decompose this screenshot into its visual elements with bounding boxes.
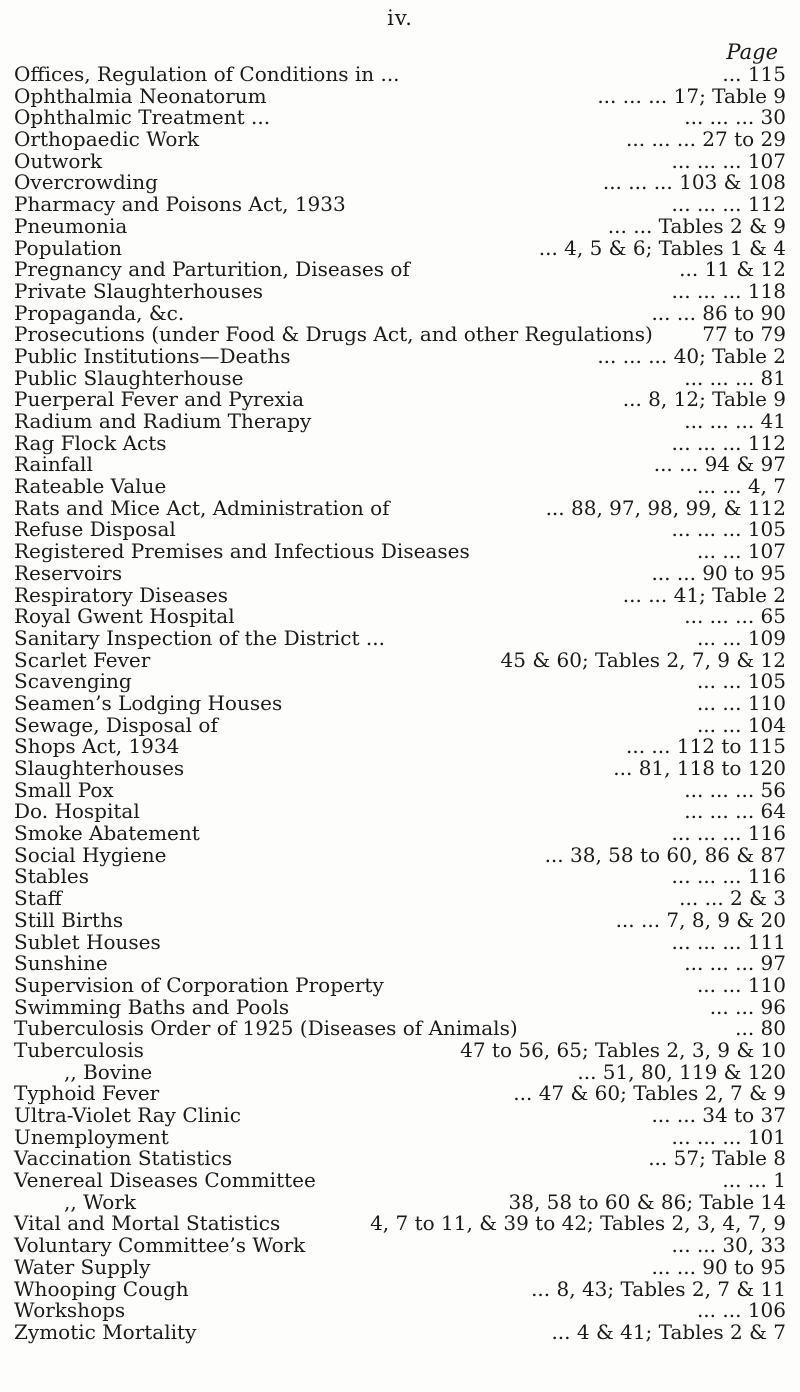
entry-page-ref: ... 4 & 41; Tables 2 & 7 bbox=[551, 1319, 786, 1344]
entry-page-ref: ... ... ... 116 bbox=[671, 821, 786, 846]
entry-label: Pregnancy and Parturition, Diseases of bbox=[14, 257, 410, 282]
entry-page-ref: ... 57; Table 8 bbox=[648, 1146, 786, 1171]
entry-page-ref: 45 & 60; Tables 2, 7, 9 & 12 bbox=[500, 647, 786, 672]
index-entry bbox=[14, 972, 786, 997]
entry-page-ref: ... ... ... 105 bbox=[671, 517, 786, 542]
index-entry bbox=[14, 454, 786, 476]
entry-label: Voluntary Committee’s Work bbox=[14, 1233, 306, 1258]
entry-page-ref: ... ... ... 27 to 29 bbox=[626, 127, 786, 152]
entry-page-ref: ... 11 & 12 bbox=[679, 257, 786, 282]
entry-page-ref: ... ... ... 81 bbox=[684, 365, 786, 390]
entry-label: Supervision of Corporation Property bbox=[14, 972, 384, 997]
index-entry bbox=[14, 842, 786, 867]
entry-page-ref: ... 4, 5 & 6; Tables 1 & 4 bbox=[538, 235, 786, 260]
entry-page-ref: ... ... ... 112 bbox=[671, 192, 786, 217]
entry-page-ref: ... ... ... 41 bbox=[684, 409, 786, 433]
entry-page-ref: ... ... 105 bbox=[696, 669, 786, 694]
entry-label: Scavenging bbox=[14, 669, 132, 694]
index-entry bbox=[14, 495, 786, 520]
index-entry bbox=[14, 476, 786, 498]
entry-label: Shops Act, 1934 bbox=[14, 734, 180, 759]
entry-page-ref: ... ... 104 bbox=[696, 712, 786, 737]
entry-label: Sublet Houses bbox=[14, 929, 161, 954]
entry-page-ref: 4, 7 to 11, & 39 to 42; Tables 2, 3, 4, 7, 9 bbox=[370, 1211, 786, 1236]
entry-page-ref: ... ... 1 bbox=[722, 1168, 786, 1193]
entry-label: Refuse Disposal bbox=[14, 517, 176, 542]
index-entry bbox=[14, 1105, 786, 1127]
entry-page-ref: ... ... 107 bbox=[696, 539, 786, 564]
entry-label: Venereal Diseases Committee bbox=[14, 1168, 316, 1193]
entry-label: Rats and Mice Act, Administration of bbox=[14, 495, 390, 520]
index-entry bbox=[14, 647, 786, 672]
entry-label: Tuberculosis bbox=[14, 1037, 144, 1062]
entry-page-ref: ... ... 94 & 97 bbox=[653, 452, 786, 477]
entry-label: Registered Premises and Infectious Diseases bbox=[14, 539, 470, 564]
entry-page-ref: ... ... 90 to 95 bbox=[651, 1254, 786, 1279]
entry-label: Pneumonia bbox=[14, 213, 128, 238]
index-entry bbox=[14, 129, 786, 151]
entry-label: Swimming Baths and Pools bbox=[14, 994, 290, 1019]
index-entry bbox=[14, 235, 786, 260]
index-entry bbox=[14, 736, 786, 758]
index-entry bbox=[14, 1235, 786, 1257]
entry-label: Prosecutions (under Food & Drugs Act, and other Regulations) bbox=[14, 322, 653, 347]
entry-page-ref: ... ... 110 bbox=[696, 690, 786, 715]
index-entry bbox=[14, 866, 786, 888]
index-entry bbox=[14, 107, 786, 129]
entry-label: Small Pox bbox=[14, 777, 114, 802]
index-entry bbox=[14, 300, 786, 325]
entry-label: ,, Bovine bbox=[64, 1059, 153, 1084]
entry-label: Unemployment bbox=[14, 1124, 169, 1149]
entry-page-ref: ... ... ... 56 bbox=[684, 777, 786, 802]
entry-label: Respiratory Diseases bbox=[14, 582, 228, 607]
entry-page-ref: ... ... ... 112 bbox=[671, 430, 786, 455]
entry-label: Overcrowding bbox=[14, 170, 158, 195]
entry-label: Seamen’s Lodging Houses bbox=[14, 690, 283, 715]
entry-page-ref: ... ... 109 bbox=[696, 625, 786, 650]
index-entry bbox=[14, 1170, 786, 1192]
index-entry bbox=[14, 1276, 786, 1301]
entry-page-ref: ... 81, 118 to 120 bbox=[613, 756, 786, 780]
entry-page-ref: ... ... ... 64 bbox=[684, 799, 786, 824]
index-entry bbox=[14, 278, 786, 303]
page-number: iv. bbox=[387, 6, 413, 30]
entry-label: Ophthalmic Treatment ... bbox=[14, 105, 271, 130]
entry-page-ref: ... ... ... 101 bbox=[671, 1124, 786, 1149]
entry-page-ref: ... ... 96 bbox=[709, 994, 786, 1019]
index-entry bbox=[14, 411, 786, 433]
entry-label: Offices, Regulation of Conditions in ... bbox=[14, 62, 400, 86]
entry-label: Still Births bbox=[14, 907, 124, 932]
index-entry bbox=[14, 560, 786, 585]
entry-label: Typhoid Fever bbox=[14, 1081, 160, 1106]
index-entry bbox=[14, 606, 786, 628]
entry-label: Sunshine bbox=[14, 951, 108, 976]
entry-label: Smoke Abatement bbox=[14, 821, 200, 846]
index-entry bbox=[14, 365, 786, 390]
index-entry bbox=[14, 690, 786, 715]
index-entry bbox=[14, 343, 786, 368]
index-entry bbox=[14, 758, 786, 780]
index-entry bbox=[14, 430, 786, 455]
index-entry bbox=[14, 1059, 786, 1084]
index-entry bbox=[14, 671, 786, 693]
entry-label: Public Slaughterhouse bbox=[14, 365, 244, 390]
index-entry bbox=[14, 324, 786, 346]
index-entry bbox=[14, 625, 786, 650]
entry-page-ref: ... ... ... 116 bbox=[671, 864, 786, 889]
entry-page-ref: ... 8, 43; Tables 2, 7 & 11 bbox=[531, 1276, 786, 1301]
index-entries bbox=[14, 64, 786, 1344]
entry-page-ref: ... ... 41; Table 2 bbox=[622, 582, 786, 607]
index-entry bbox=[14, 888, 786, 910]
entry-label: Zymotic Mortality bbox=[14, 1319, 197, 1344]
entry-page-ref: ... 8, 12; Table 9 bbox=[622, 387, 786, 412]
index-entry bbox=[14, 259, 786, 281]
entry-page-ref: ... ... ... 30 bbox=[684, 105, 786, 130]
index-entry bbox=[14, 907, 786, 932]
entry-label: Ultra-Violet Ray Clinic bbox=[14, 1103, 241, 1127]
entry-label: Whooping Cough bbox=[14, 1276, 189, 1301]
entry-page-ref: ... ... 34 to 37 bbox=[651, 1103, 786, 1127]
entry-page-ref: ... ... ... 97 bbox=[684, 951, 786, 976]
entry-label: Social Hygiene bbox=[14, 842, 167, 867]
index-entry bbox=[14, 1300, 786, 1322]
entry-label: Stables bbox=[14, 864, 89, 889]
index-entry bbox=[14, 712, 786, 737]
entry-label: Population bbox=[14, 235, 123, 260]
entry-label: Rainfall bbox=[14, 452, 93, 477]
index-entry bbox=[14, 582, 786, 607]
page-column-header: Page bbox=[726, 40, 778, 64]
entry-label: Outwork bbox=[14, 148, 103, 173]
entry-label: Vital and Mortal Statistics bbox=[14, 1211, 281, 1236]
index-entry bbox=[14, 1037, 786, 1062]
index-entry bbox=[14, 64, 786, 86]
entry-page-ref: ... ... 2 & 3 bbox=[679, 886, 786, 911]
entry-label: Rag Flock Acts bbox=[14, 430, 167, 455]
entry-label: Workshops bbox=[14, 1298, 126, 1323]
index-entry bbox=[14, 801, 786, 823]
index-entry bbox=[14, 929, 786, 954]
index-entry bbox=[14, 823, 786, 845]
entry-page-ref: ... ... ... 107 bbox=[671, 148, 786, 173]
entry-page-ref: ... 88, 97, 98, 99, & 112 bbox=[545, 495, 786, 520]
entry-page-ref: 38, 58 to 60 & 86; Table 14 bbox=[508, 1189, 786, 1214]
index-entry bbox=[14, 1018, 786, 1040]
index-entry bbox=[14, 213, 786, 238]
index-entry bbox=[14, 1254, 786, 1279]
entry-label: Sewage, Disposal of bbox=[14, 712, 218, 737]
entry-page-ref: ... ... 30, 33 bbox=[671, 1233, 786, 1258]
entry-page-ref: ... ... 7, 8, 9 & 20 bbox=[615, 907, 786, 932]
index-entry bbox=[14, 148, 786, 173]
entry-page-ref: 77 to 79 bbox=[702, 322, 786, 347]
entry-label: Rateable Value bbox=[14, 474, 167, 499]
entry-label: Ophthalmia Neonatorum bbox=[14, 83, 267, 108]
entry-page-ref: 47 to 56, 65; Tables 2, 3, 9 & 10 bbox=[460, 1037, 786, 1062]
index-entry bbox=[14, 194, 786, 216]
entry-page-ref: ... ... Tables 2 & 9 bbox=[607, 213, 786, 238]
index-entry bbox=[14, 1148, 786, 1170]
entry-label: Vaccination Statistics bbox=[14, 1146, 233, 1171]
index-entry bbox=[14, 172, 786, 194]
entry-label: Radium and Radium Therapy bbox=[14, 409, 312, 433]
entry-page-ref: ... ... ... 118 bbox=[671, 278, 786, 303]
entry-page-ref: ... ... 90 to 95 bbox=[651, 560, 786, 585]
entry-label: Staff bbox=[14, 886, 62, 911]
entry-page-ref: ... ... ... 17; Table 9 bbox=[597, 83, 786, 108]
entry-page-ref: ... 38, 58 to 60, 86 & 87 bbox=[544, 842, 786, 867]
entry-page-ref: ... ... 112 to 115 bbox=[626, 734, 786, 759]
entry-label: Private Slaughterhouses bbox=[14, 278, 264, 303]
entry-page-ref: ... 115 bbox=[722, 62, 786, 86]
entry-label: Orthopaedic Work bbox=[14, 127, 200, 152]
entry-page-ref: ... ... 106 bbox=[696, 1298, 786, 1323]
index-entry bbox=[14, 1213, 786, 1235]
index-entry bbox=[14, 1319, 786, 1344]
index-entry bbox=[14, 389, 786, 411]
index-entry bbox=[14, 777, 786, 802]
entry-label: Tuberculosis Order of 1925 (Diseases of Animals) bbox=[14, 1016, 518, 1041]
index-entry bbox=[14, 1124, 786, 1149]
index-entry bbox=[14, 541, 786, 563]
entry-page-ref: ... ... 4, 7 bbox=[696, 474, 786, 499]
entry-label: Royal Gwent Hospital bbox=[14, 604, 235, 629]
index-entry bbox=[14, 1189, 786, 1214]
entry-label: Puerperal Fever and Pyrexia bbox=[14, 387, 304, 412]
entry-label: Scarlet Fever bbox=[14, 647, 151, 672]
entry-page-ref: ... ... ... 40; Table 2 bbox=[597, 343, 786, 368]
entry-label: Reservoirs bbox=[14, 560, 123, 585]
entry-page-ref: ... ... ... 103 & 108 bbox=[602, 170, 786, 195]
entry-page-ref: ... ... ... 65 bbox=[684, 604, 786, 629]
entry-page-ref: ... 47 & 60; Tables 2, 7 & 9 bbox=[513, 1081, 786, 1106]
entry-label: Public Institutions—Deaths bbox=[14, 343, 291, 368]
index-entry bbox=[14, 953, 786, 975]
index-entry bbox=[14, 1083, 786, 1105]
entry-page-ref: ... ... 86 to 90 bbox=[651, 300, 786, 325]
index-entry bbox=[14, 519, 786, 541]
entry-page-ref: ... ... 110 bbox=[696, 972, 786, 997]
entry-label: Water Supply bbox=[14, 1254, 151, 1279]
entry-label: Slaughterhouses bbox=[14, 756, 185, 780]
index-entry bbox=[14, 83, 786, 108]
entry-page-ref: ... ... ... 111 bbox=[671, 929, 786, 954]
entry-page-ref: ... 51, 80, 119 & 120 bbox=[577, 1059, 786, 1084]
entry-label: Sanitary Inspection of the District ... bbox=[14, 625, 385, 650]
index-entry bbox=[14, 994, 786, 1019]
entry-label: Pharmacy and Poisons Act, 1933 bbox=[14, 192, 346, 217]
entry-label: Do. Hospital bbox=[14, 799, 140, 824]
entry-label: ,, Work bbox=[64, 1189, 136, 1214]
entry-label: Propaganda, &c. bbox=[14, 300, 185, 325]
entry-page-ref: ... 80 bbox=[735, 1016, 786, 1041]
